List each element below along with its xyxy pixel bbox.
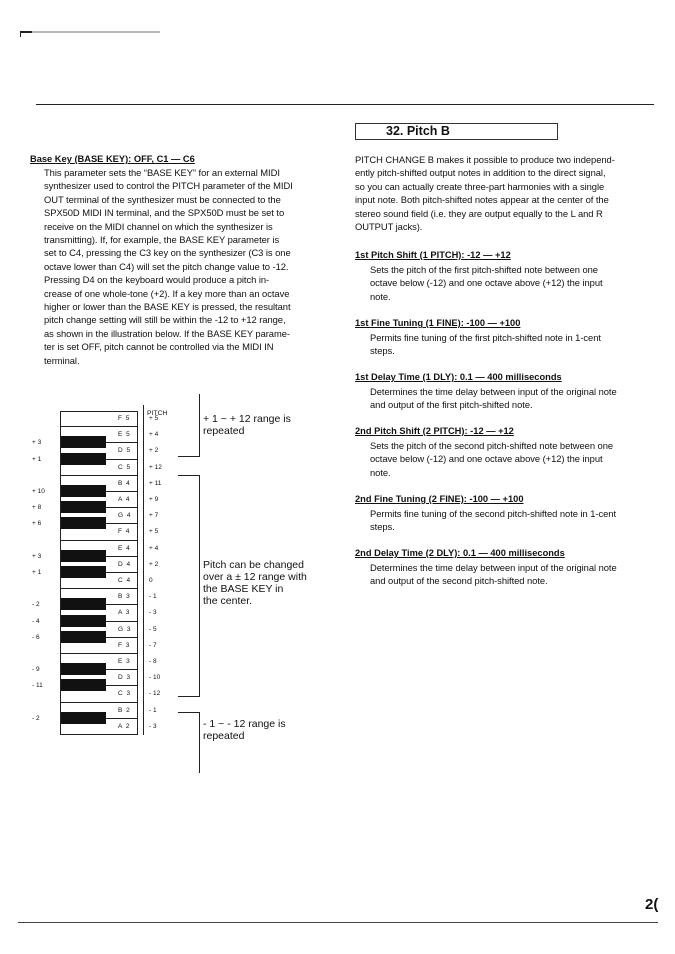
key-name: B 2 — [118, 706, 131, 714]
param-heading: 2nd Delay Time (2 DLY): 0.1 — 400 milliseconds — [355, 548, 565, 558]
key-name: E 4 — [118, 544, 131, 552]
black-key-pitch: - 2 — [32, 601, 40, 609]
key-name: B 3 — [118, 593, 131, 601]
text-line: higher or lower than the BASE KEY is pressed, the resultant — [44, 301, 291, 313]
white-key-pitch: - 3 — [149, 609, 157, 617]
param-heading: 1st Delay Time (1 DLY): 0.1 — 400 milliseconds — [355, 372, 562, 382]
white-key-pitch: - 1 — [149, 706, 157, 714]
white-key-pitch: - 12 — [149, 690, 161, 698]
param-1st-delay-time — [355, 371, 655, 412]
black-key — [61, 566, 106, 578]
text-line: steps. — [370, 345, 395, 357]
key-name: D 5 — [118, 447, 132, 455]
black-key-pitch: + 6 — [32, 520, 42, 528]
white-key-pitch: - 1 — [149, 593, 157, 601]
black-key-pitch: + 10 — [32, 488, 45, 495]
pitch-column-divider — [143, 405, 144, 735]
text-line: synthesizer used to control the PITCH parameter of the MIDI — [44, 180, 293, 192]
white-key-pitch: + 11 — [149, 479, 162, 487]
black-key — [61, 517, 106, 529]
black-key — [61, 485, 106, 497]
key-name: D 4 — [118, 560, 132, 568]
text-line: Permits fine tuning of the second pitch-shifted note in 1-cent — [370, 508, 617, 519]
note-line: over a ± 12 range with — [203, 571, 307, 583]
black-key-pitch: - 11 — [32, 682, 43, 690]
black-key — [61, 615, 106, 627]
param-2nd-delay-time — [355, 547, 655, 588]
key-name: E 5 — [118, 431, 131, 439]
param-2nd-pitch-shift — [355, 425, 655, 479]
white-key-pitch: + 4 — [149, 544, 159, 552]
bottom-range-bracket — [178, 712, 200, 773]
text-line: and output of the second pitch-shifted note. — [370, 575, 548, 587]
text-line: Determines the time delay between input of the original note — [370, 386, 617, 397]
text-line: octave below (-12) and one octave above (+12) the input — [370, 453, 603, 465]
key-name: G 3 — [118, 625, 132, 633]
param-heading: 1st Pitch Shift (1 PITCH): -12 — +12 — [355, 250, 511, 260]
pitch-column-header: PITCH — [147, 410, 168, 417]
key-name: A 3 — [118, 609, 131, 617]
text-line: transmitting). If, for example, the BASE KEY parameter is — [44, 234, 280, 246]
key-name: A 2 — [118, 722, 131, 730]
text-line: Pressing D4 on the keyboard would produce a pitch in- — [44, 274, 270, 286]
text-line: steps. — [370, 521, 395, 533]
page-number: 2( — [645, 896, 659, 913]
text-line: input note. Both pitch-shifted notes appear at the center of the — [355, 194, 609, 206]
white-key-pitch: + 2 — [149, 560, 159, 568]
black-key-pitch: - 9 — [32, 666, 40, 674]
key-name: E 3 — [118, 658, 131, 665]
top-rule — [36, 104, 654, 105]
key-name: C 4 — [118, 577, 132, 584]
black-key-pitch: + 1 — [32, 569, 42, 576]
white-key-pitch: - 8 — [149, 658, 157, 665]
text-line: ently pitch-shifted output notes in addition to the direct signal, — [355, 167, 606, 179]
black-key — [61, 550, 106, 562]
text-line: PITCH CHANGE B makes it possible to produce two independ- — [355, 154, 615, 165]
text-line: crease of one whole-tone (+2). If a key more than an octave — [44, 287, 290, 299]
top-range-bracket — [178, 394, 200, 457]
text-line: OUT terminal of the synthesizer must be connected to the — [44, 193, 281, 205]
white-key-pitch: - 7 — [149, 641, 157, 649]
text-line: stereo sound field (i.e. they are output equally to the L and R — [355, 207, 603, 219]
black-key-pitch: - 2 — [32, 714, 40, 722]
key-name: F 3 — [118, 641, 131, 649]
base-key-description — [30, 166, 334, 367]
key-name: F 5 — [118, 415, 131, 422]
param-1st-pitch-shift — [355, 249, 655, 303]
black-key-pitch: + 3 — [32, 552, 42, 560]
black-key-pitch: - 4 — [32, 617, 40, 625]
key-name: C 5 — [118, 463, 132, 471]
white-key-pitch: - 3 — [149, 722, 157, 730]
black-key — [61, 663, 106, 675]
white-key-pitch: 0 — [149, 577, 153, 584]
pitch-b-intro — [355, 153, 653, 233]
text-line: Sets the pitch of the first pitch-shifted note between one — [370, 264, 598, 275]
section-title: 32. Pitch B — [386, 124, 450, 138]
param-2nd-fine-tuning — [355, 493, 655, 534]
text-line: and output of the first pitch-shifted note. — [370, 399, 533, 411]
text-line: This parameter sets the “BASE KEY” for an external MIDI — [44, 167, 280, 178]
text-line: set to C4, pressing the C3 key on the synthesizer (C3 is one — [44, 247, 291, 259]
black-key — [61, 679, 106, 691]
center-range-note — [203, 559, 307, 607]
note-line: repeated — [203, 730, 245, 742]
text-line: OUTPUT jacks). — [355, 221, 423, 233]
black-key-pitch: + 8 — [32, 504, 42, 512]
white-key-pitch: - 10 — [149, 674, 161, 682]
white-key-pitch: + 5 — [149, 528, 159, 536]
bottom-rule — [18, 922, 658, 923]
base-key-section — [30, 153, 330, 367]
note-line: - 1 ~ - 12 range is — [203, 718, 286, 730]
note-line: Pitch can be changed — [203, 559, 304, 571]
text-line: SPX50D MIDI IN terminal, and the SPX50D must be set to — [44, 207, 285, 219]
text-line: octave lower than C4) will set the pitch change value to -12. — [44, 260, 289, 272]
key-name: F 4 — [118, 528, 131, 536]
black-key — [61, 436, 106, 448]
base-key-heading: Base Key (BASE KEY): OFF, C1 — C6 — [30, 154, 195, 164]
key-name: B 4 — [118, 479, 131, 487]
key-name: C 3 — [118, 690, 132, 698]
key-name: G 4 — [118, 512, 132, 520]
text-line: so you can actually create three-part harmonies with a single — [355, 180, 605, 192]
param-heading: 1st Fine Tuning (1 FINE): -100 — +100 — [355, 318, 521, 328]
text-line: Permits fine tuning of the first pitch-shifted note in 1-cent — [370, 332, 601, 343]
note-line: the center. — [203, 595, 253, 607]
corner-mark — [20, 30, 160, 38]
black-key — [61, 501, 106, 513]
key-name: D 3 — [118, 674, 132, 682]
param-1st-fine-tuning — [355, 317, 655, 358]
text-line: note. — [370, 290, 391, 302]
white-key-pitch: + 7 — [149, 512, 159, 520]
black-key — [61, 598, 106, 610]
white-key-pitch: + 12 — [149, 463, 162, 471]
text-line: Determines the time delay between input of the original note — [370, 562, 617, 573]
param-heading: 2nd Pitch Shift (2 PITCH): -12 — +12 — [355, 426, 514, 436]
center-range-bracket — [178, 475, 200, 697]
text-line: receive on the MIDI channel on which the synthesizer is — [44, 220, 273, 232]
param-heading: 2nd Fine Tuning (2 FINE): -100 — +100 — [355, 494, 524, 504]
bottom-range-note — [203, 718, 286, 742]
text-line: ter is set OFF, pitch cannot be controlled via the MIDI IN — [44, 341, 274, 353]
black-key — [61, 712, 106, 724]
black-key — [61, 631, 106, 643]
black-key-pitch: - 6 — [32, 633, 40, 641]
black-key-pitch: + 3 — [32, 439, 42, 447]
white-key-pitch: + 5 — [149, 415, 159, 422]
text-line: as shown in the illustration below. If the BASE KEY parame- — [44, 327, 290, 339]
black-key-pitch: + 1 — [32, 455, 42, 463]
text-line: octave below (-12) and one octave above (+12) the input — [370, 277, 603, 289]
text-line: note. — [370, 466, 391, 478]
white-key-pitch: + 2 — [149, 447, 159, 455]
key-name: A 4 — [118, 496, 131, 503]
note-line: the BASE KEY in — [203, 583, 284, 595]
white-key-pitch: + 9 — [149, 496, 159, 503]
black-key — [61, 453, 106, 465]
text-line: pitch change setting will still be within the -12 to +12 range, — [44, 314, 286, 326]
note-line: + 1 ~ + 12 range is — [203, 413, 291, 425]
text-line: terminal. — [44, 354, 80, 366]
top-range-note — [203, 413, 291, 437]
text-line: Sets the pitch of the second pitch-shifted note between one — [370, 440, 614, 451]
white-key-pitch: + 4 — [149, 431, 159, 439]
white-key-pitch: - 5 — [149, 625, 157, 633]
note-line: repeated — [203, 425, 245, 437]
